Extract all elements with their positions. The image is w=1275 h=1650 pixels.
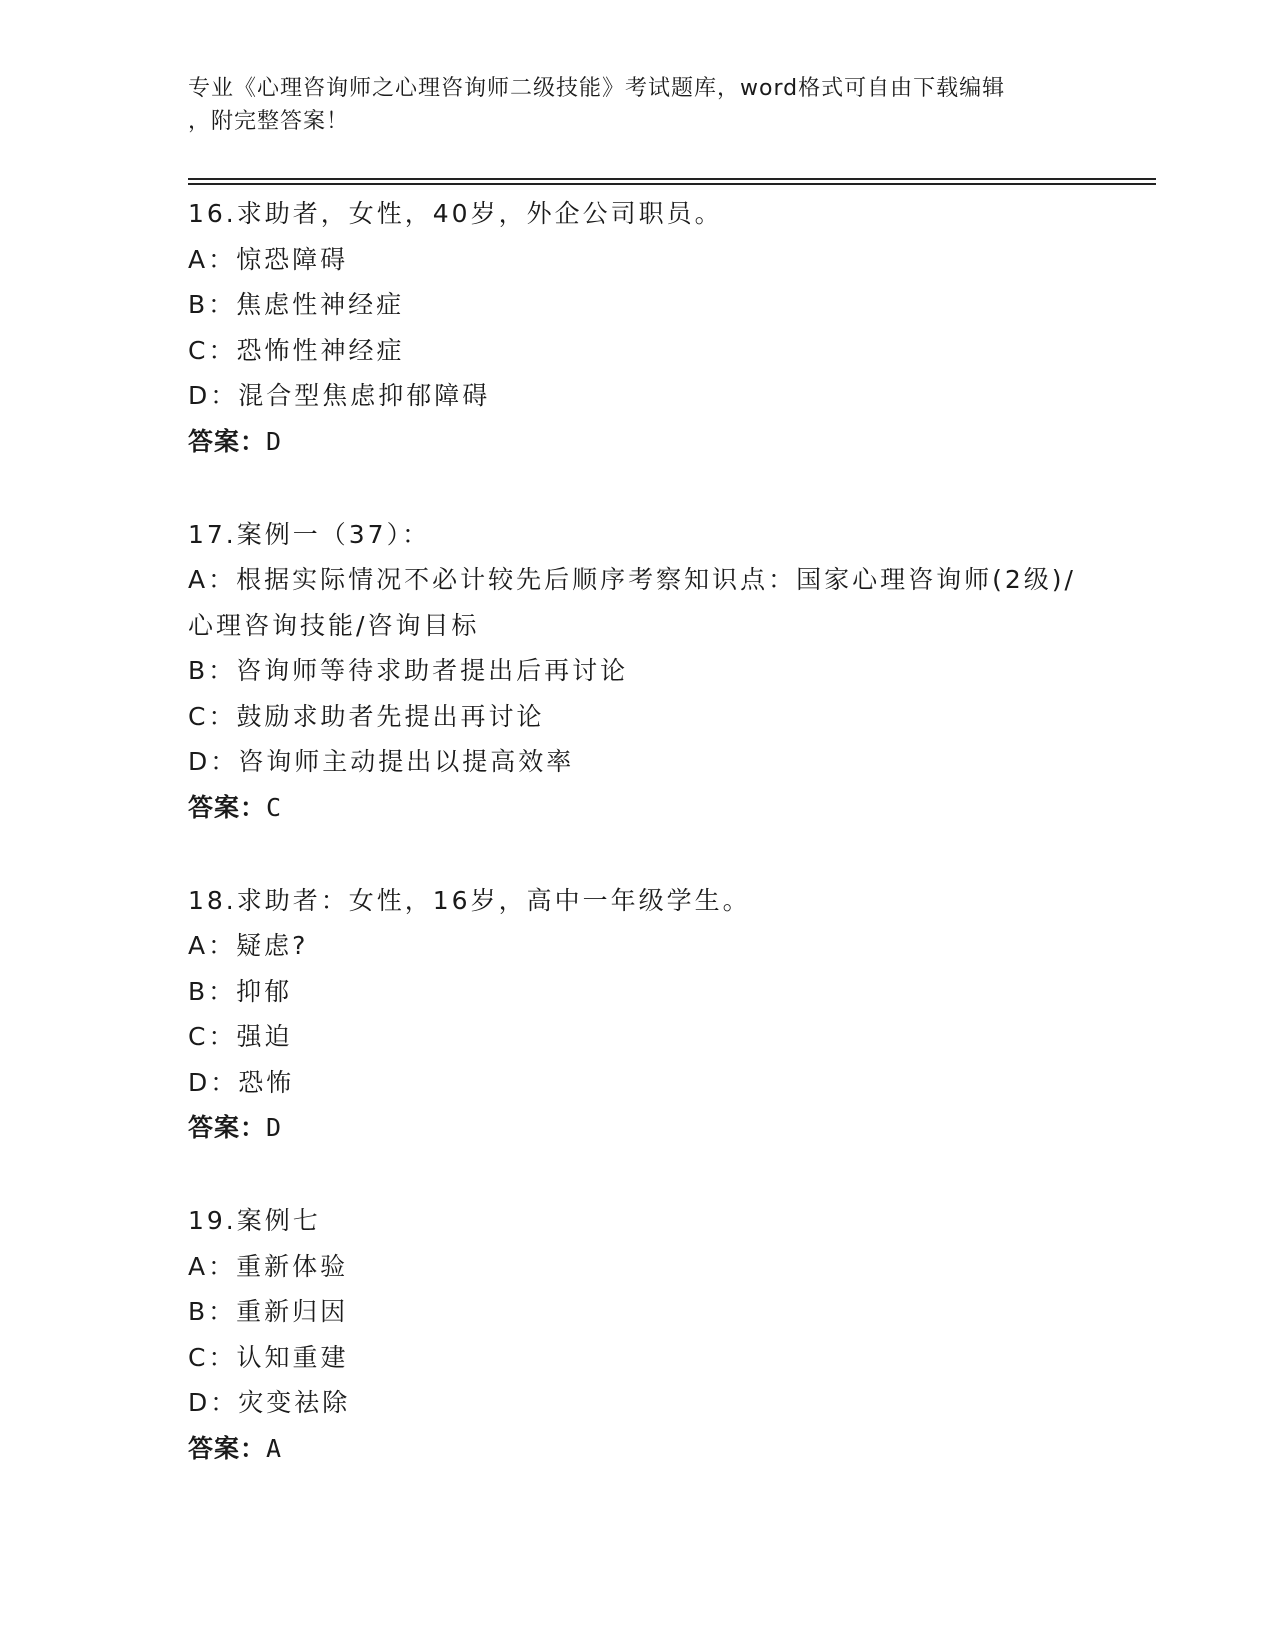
option-text: 鼓励求助者先提出再讨论	[236, 701, 545, 731]
header-line-2: ，附完整答案！	[188, 109, 350, 134]
option-c	[188, 694, 1088, 740]
answer-line	[188, 419, 1088, 465]
option-label: D：	[188, 1067, 239, 1097]
answer-line	[188, 1105, 1088, 1151]
option-a	[188, 1244, 1088, 1290]
option-text: 惊恐障碍	[236, 244, 349, 274]
question-stem: 16.求助者，女性，40岁，外企公司职员。	[188, 199, 723, 228]
answer-label: 答案：	[188, 426, 267, 456]
header-divider-bottom	[188, 183, 1156, 185]
option-label: C：	[188, 701, 237, 731]
answer-label: 答案：	[188, 1113, 267, 1142]
question-stem: 19.案例七	[188, 1206, 321, 1235]
question-19	[188, 1198, 1088, 1472]
option-c	[188, 328, 1088, 374]
option-a	[188, 923, 1088, 969]
option-b	[188, 282, 1088, 328]
header-line-1: 专业《心理咨询师之心理咨询师二级技能》考试题库，word格式可自由下载编辑	[188, 76, 1006, 101]
option-label: B：	[188, 976, 237, 1006]
option-text: 焦虑性神经症	[236, 290, 405, 319]
option-b	[188, 648, 1088, 694]
option-a	[188, 557, 1088, 648]
option-a	[188, 237, 1088, 283]
answer-value: D	[266, 1113, 283, 1142]
option-text: 重新体验	[236, 1251, 349, 1281]
option-text: 认知重建	[236, 1342, 349, 1372]
question-list	[188, 191, 1088, 1519]
option-label: C：	[188, 335, 237, 365]
option-b	[188, 1289, 1088, 1335]
option-text: 疑虑?	[236, 931, 309, 960]
answer-label: 答案：	[188, 792, 267, 822]
header-divider-top	[188, 178, 1156, 180]
answer-value: A	[266, 1433, 283, 1463]
answer-line	[188, 785, 1088, 831]
option-text: 咨询师主动提出以提高效率	[238, 747, 575, 776]
option-text: 咨询师等待求助者提出后再讨论	[236, 656, 629, 685]
answer-label: 答案：	[188, 1433, 267, 1463]
option-label: B：	[188, 1297, 237, 1326]
option-label: D：	[188, 381, 239, 410]
option-label: D：	[188, 747, 239, 776]
question-16	[188, 191, 1088, 465]
option-label: B：	[188, 656, 237, 685]
option-d	[188, 739, 1088, 785]
option-text: 根据实际情况不必计较先后顺序考察知识点：国家心理咨询师(2级)/心理咨询技能/咨询目标	[188, 565, 1076, 640]
option-text: 恐怖性神经症	[236, 335, 405, 365]
option-label: C：	[188, 1022, 237, 1051]
question-stem: 17.案例一（37）：	[188, 519, 431, 549]
option-c	[188, 1014, 1088, 1060]
option-b	[188, 969, 1088, 1015]
option-text: 抑郁	[236, 976, 293, 1006]
answer-value: D	[266, 426, 283, 456]
option-d	[188, 373, 1088, 419]
option-label: B：	[188, 290, 237, 319]
answer-value: C	[266, 792, 283, 822]
option-text: 混合型焦虑抑郁障碍	[238, 381, 491, 410]
question-17	[188, 512, 1088, 831]
document-header	[188, 72, 1088, 138]
option-text: 灾变祛除	[238, 1388, 351, 1417]
option-label: A：	[188, 931, 237, 960]
option-text: 强迫	[236, 1022, 293, 1051]
option-label: A：	[188, 565, 237, 594]
option-label: D：	[188, 1388, 239, 1417]
option-text: 恐怖	[238, 1067, 295, 1097]
option-d	[188, 1060, 1088, 1106]
option-label: A：	[188, 1251, 237, 1281]
question-18	[188, 878, 1088, 1152]
question-stem: 18.求助者：女性，16岁，高中一年级学生。	[188, 885, 751, 915]
option-d	[188, 1380, 1088, 1426]
option-c	[188, 1335, 1088, 1381]
option-label: A：	[188, 244, 237, 274]
option-text: 重新归因	[236, 1297, 349, 1326]
option-label: C：	[188, 1342, 237, 1372]
answer-line	[188, 1426, 1088, 1472]
